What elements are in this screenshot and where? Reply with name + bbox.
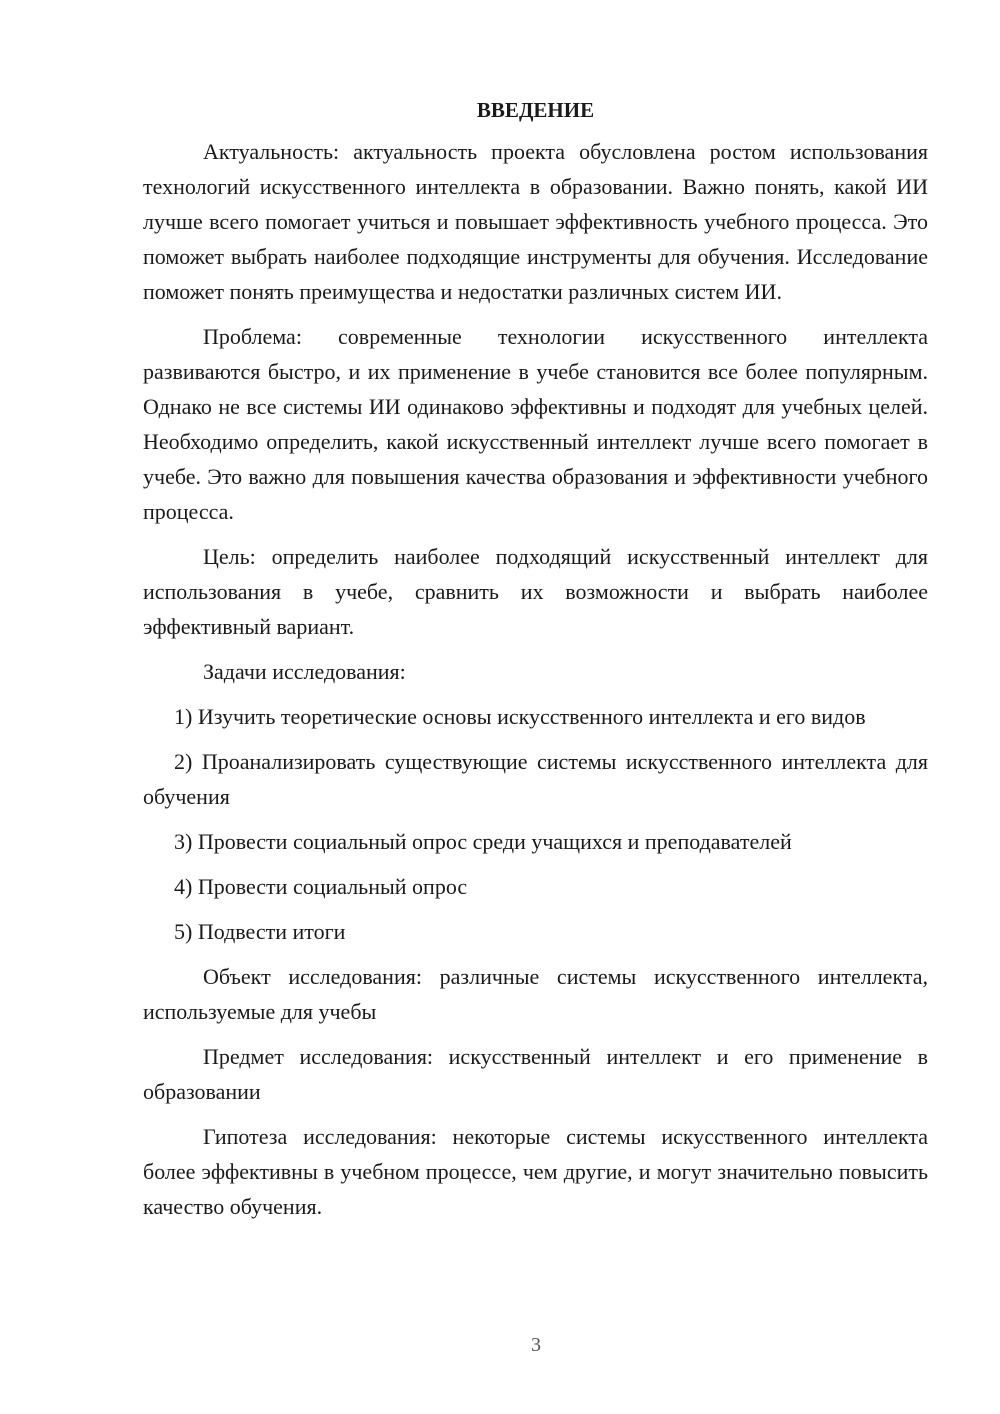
tasks-title: Задачи исследования: bbox=[203, 659, 406, 684]
paragraph-relevance: Актуальность: актуальность проекта обусловлена ростом использования технологий искусственного интеллекта в образовании. Важно понять, какой ИИ лучше всего помогает учиться и повышает эффективность учебного процесса. Это поможет выбрать наиболее подходящие инструменты для обучения. Исследование поможет понять преимущества и недостатки различных систем ИИ. bbox=[143, 139, 928, 304]
tasks-list bbox=[143, 699, 928, 949]
task-item: 3) Провести социальный опрос среди учащихся и преподавателей bbox=[174, 829, 792, 854]
paragraph-object: Объект исследования: различные системы искусственного интеллекта, используемые для учебы bbox=[143, 964, 928, 1024]
page-number: 3 bbox=[531, 1334, 541, 1356]
task-item: 2) Проанализировать существующие системы искусственного интеллекта для обучения bbox=[143, 749, 928, 809]
section-heading: ВВЕДЕНИЕ bbox=[476, 98, 595, 122]
document-page bbox=[143, 94, 928, 1234]
paragraph-hypothesis: Гипотеза исследования: некоторые системы искусственного интеллекта более эффективны в учебном процессе, чем другие, и могут значительно повысить качество обучения. bbox=[143, 1124, 928, 1219]
task-item: 4) Провести социальный опрос bbox=[174, 874, 468, 899]
task-item: 1) Изучить теоретические основы искусственного интеллекта и его видов bbox=[174, 704, 866, 729]
paragraph-problem: Проблема: современные технологии искусственного интеллекта развиваются быстро, и их применение в учебе становится все более популярным. Однако не все системы ИИ одинаково эффективны и подходят для учебных целей. Необходимо определить, какой искусственный интеллект лучше всего помогает в учебе. Это важно для повышения качества образования и эффективности учебного процесса. bbox=[143, 324, 928, 524]
task-item: 5) Подвести итоги bbox=[174, 919, 346, 944]
paragraph-goal: Цель: определить наиболее подходящий искусственный интеллект для использования в учебе, сравнить их возможности и выбрать наиболее эффективный вариант. bbox=[143, 544, 928, 639]
paragraph-subject: Предмет исследования: искусственный интеллект и его применение в образовании bbox=[143, 1044, 928, 1104]
